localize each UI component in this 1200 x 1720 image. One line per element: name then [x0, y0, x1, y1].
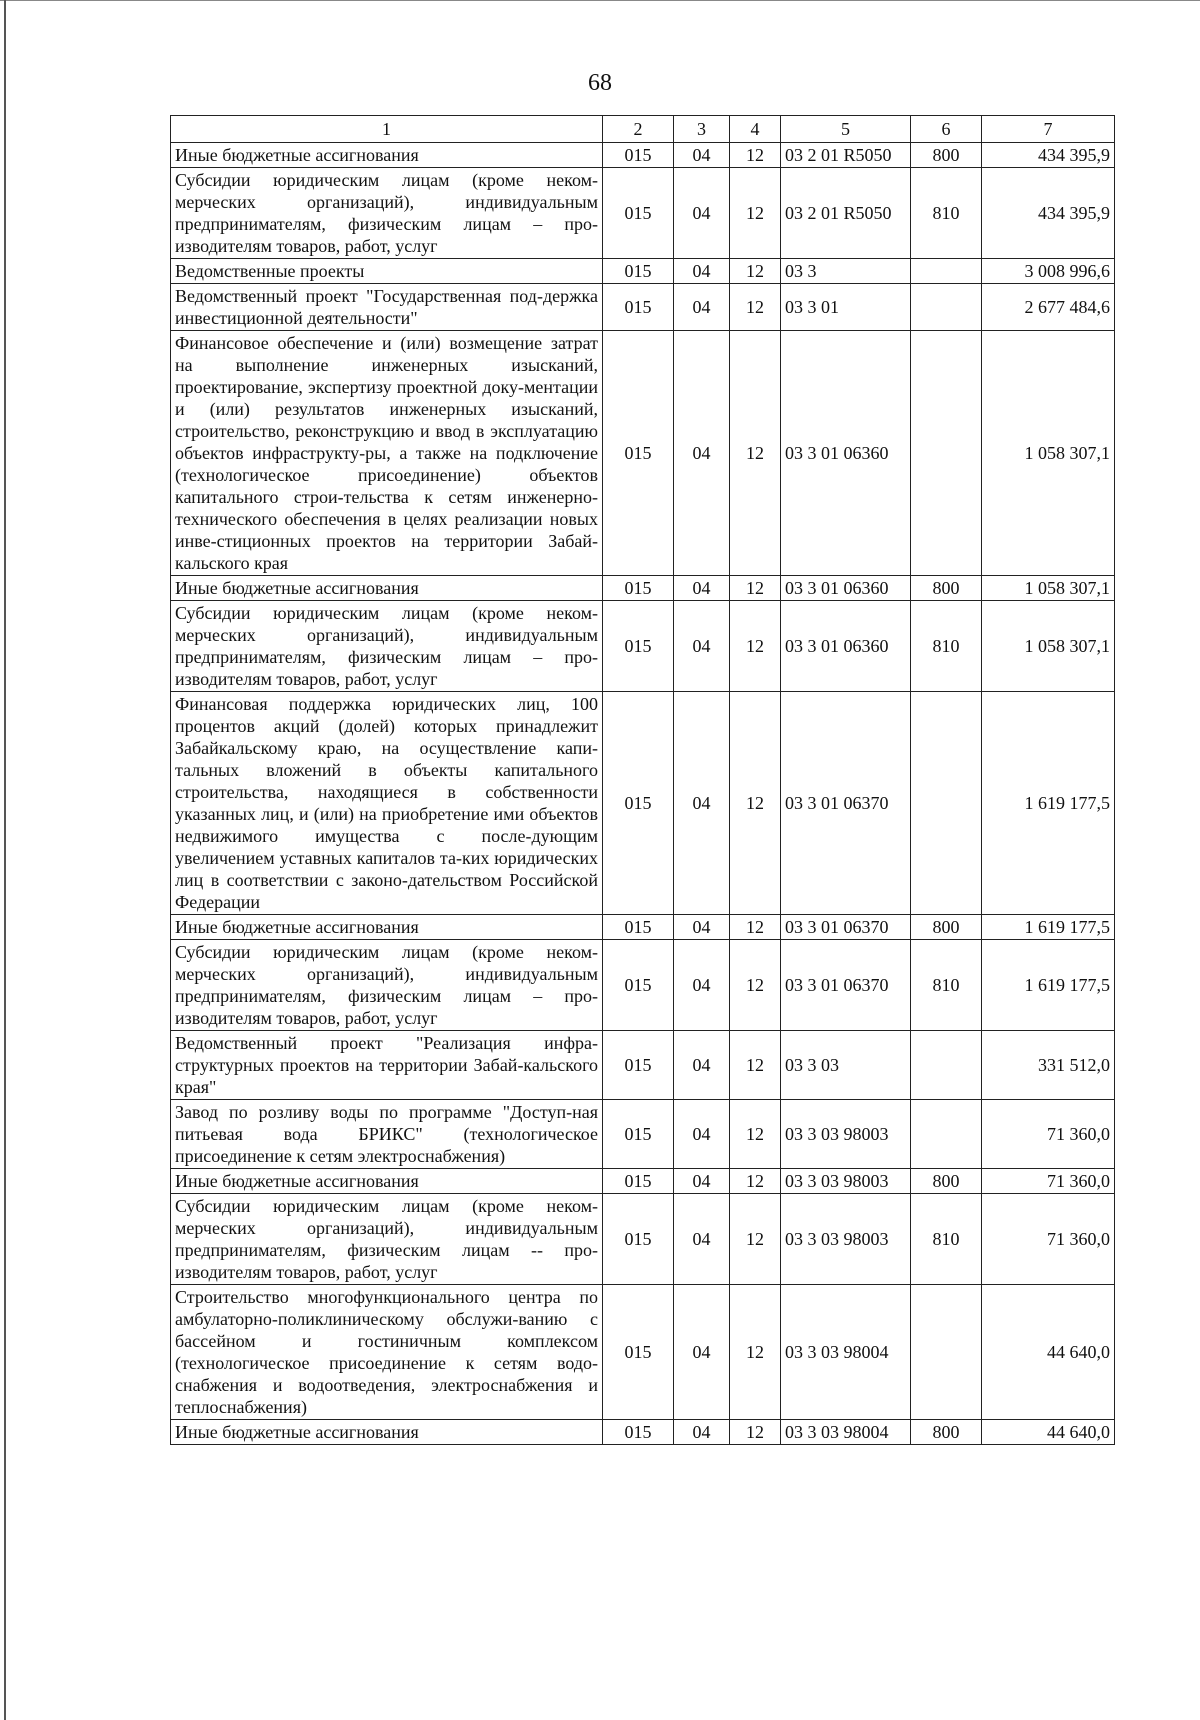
row-section-code: 04: [674, 331, 730, 576]
row-target-item-code: 03 3 01 06370: [781, 915, 911, 940]
row-subsection-code: 12: [730, 259, 781, 284]
col-header-7: 7: [982, 116, 1115, 143]
row-expense-type-code: 800: [911, 576, 982, 601]
row-target-item-code: 03 2 01 R5050: [781, 143, 911, 168]
table-row: [171, 1285, 1115, 1420]
row-subsection-code: 12: [730, 576, 781, 601]
row-subsection-code: 12: [730, 601, 781, 692]
row-amount: 71 360,0: [982, 1100, 1115, 1169]
row-target-item-code: 03 3 03 98003: [781, 1169, 911, 1194]
row-section-code: 04: [674, 692, 730, 915]
row-ministry-code: 015: [603, 692, 674, 915]
header-row: [171, 116, 1115, 143]
row-amount: 1 619 177,5: [982, 940, 1115, 1031]
row-amount: 44 640,0: [982, 1285, 1115, 1420]
col-header-5: 5: [781, 116, 911, 143]
row-target-item-code: 03 3 03 98003: [781, 1194, 911, 1285]
row-ministry-code: 015: [603, 1100, 674, 1169]
row-description: Ведомственный проект "Реализация инфра-структурных проектов на территории Забай-кальского края": [171, 1031, 603, 1100]
row-amount: 44 640,0: [982, 1420, 1115, 1445]
table-row: [171, 168, 1115, 259]
row-subsection-code: 12: [730, 1169, 781, 1194]
row-description: Иные бюджетные ассигнования: [171, 143, 603, 168]
row-expense-type-code: 800: [911, 915, 982, 940]
row-subsection-code: 12: [730, 1100, 781, 1169]
row-amount: 1 619 177,5: [982, 915, 1115, 940]
table-row: [171, 1169, 1115, 1194]
table-row: [171, 1100, 1115, 1169]
row-section-code: 04: [674, 284, 730, 331]
row-amount: 71 360,0: [982, 1169, 1115, 1194]
table-row: [171, 284, 1115, 331]
row-expense-type-code: 800: [911, 143, 982, 168]
table-row: [171, 915, 1115, 940]
scan-edge-top: [0, 0, 1200, 4]
table-row: [171, 692, 1115, 915]
col-header-4: 4: [730, 116, 781, 143]
row-section-code: 04: [674, 576, 730, 601]
row-description: Завод по розливу воды по программе "Доступ-ная питьевая вода БРИКС" (технологическое присоединение к сетям электроснабжения): [171, 1100, 603, 1169]
row-ministry-code: 015: [603, 168, 674, 259]
row-description: Субсидии юридическим лицам (кроме неком-мерческих организаций), индивидуальным предпринимателям, физическим лицам -- про-изводителям товаров, работ, услуг: [171, 1194, 603, 1285]
row-subsection-code: 12: [730, 915, 781, 940]
row-description: Финансовое обеспечение и (или) возмещение затрат на выполнение инженерных изысканий, проектирование, экспертизу проектной доку-ментации и (или) результатов инженерных изысканий, строительство, реконструкцию и ввод в эксплуатацию объектов инфраструкту-ры, а также на подключение (технологическое присоединение) объектов капитального строи-тельства к сетям инженерно-технического обеспечения в целях реализации новых инве-стиционных проектов на территории Забай-кальского края: [171, 331, 603, 576]
row-expense-type-code: [911, 331, 982, 576]
row-target-item-code: 03 3: [781, 259, 911, 284]
row-amount: 1 058 307,1: [982, 601, 1115, 692]
row-subsection-code: 12: [730, 1031, 781, 1100]
row-ministry-code: 015: [603, 1420, 674, 1445]
row-ministry-code: 015: [603, 576, 674, 601]
row-target-item-code: 03 3 03 98004: [781, 1285, 911, 1420]
row-amount: 1 619 177,5: [982, 692, 1115, 915]
row-ministry-code: 015: [603, 1031, 674, 1100]
row-section-code: 04: [674, 1285, 730, 1420]
row-ministry-code: 015: [603, 1285, 674, 1420]
col-header-2: 2: [603, 116, 674, 143]
row-amount: 1 058 307,1: [982, 576, 1115, 601]
col-header-1: 1: [171, 116, 603, 143]
row-section-code: 04: [674, 168, 730, 259]
row-expense-type-code: 810: [911, 601, 982, 692]
scan-edge-left: [4, 0, 6, 1720]
row-subsection-code: 12: [730, 143, 781, 168]
row-ministry-code: 015: [603, 1194, 674, 1285]
row-description: Иные бюджетные ассигнования: [171, 1169, 603, 1194]
col-header-6: 6: [911, 116, 982, 143]
row-section-code: 04: [674, 940, 730, 1031]
row-section-code: 04: [674, 915, 730, 940]
row-description: Иные бюджетные ассигнования: [171, 1420, 603, 1445]
row-subsection-code: 12: [730, 1285, 781, 1420]
row-ministry-code: 015: [603, 331, 674, 576]
row-target-item-code: 03 3 01 06360: [781, 576, 911, 601]
row-amount: 3 008 996,6: [982, 259, 1115, 284]
row-expense-type-code: [911, 259, 982, 284]
row-section-code: 04: [674, 1194, 730, 1285]
row-expense-type-code: [911, 1100, 982, 1169]
row-amount: 434 395,9: [982, 168, 1115, 259]
row-amount: 71 360,0: [982, 1194, 1115, 1285]
row-amount: 331 512,0: [982, 1031, 1115, 1100]
row-description: Субсидии юридическим лицам (кроме неком-мерческих организаций), индивидуальным предпринимателям, физическим лицам – про-изводителям товаров, работ, услуг: [171, 168, 603, 259]
row-description: Иные бюджетные ассигнования: [171, 576, 603, 601]
row-target-item-code: 03 3 03 98003: [781, 1100, 911, 1169]
row-subsection-code: 12: [730, 1194, 781, 1285]
row-description: Финансовая поддержка юридических лиц, 100 процентов акций (долей) которых принадлежит Забайкальскому краю, на осуществление капи-тальных вложений в объекты капитального строительства, находящиеся в собственности указанных лиц, и (или) на приобретение ими объектов недвижимого имущества с после-дующим увеличением уставных капиталов та-ких юридических лиц в соответствии с законо-дательством Российской Федерации: [171, 692, 603, 915]
table-row: [171, 1420, 1115, 1445]
row-expense-type-code: [911, 1285, 982, 1420]
row-target-item-code: 03 3 01 06370: [781, 940, 911, 1031]
row-expense-type-code: 810: [911, 1194, 982, 1285]
row-amount: 434 395,9: [982, 143, 1115, 168]
row-description: Субсидии юридическим лицам (кроме неком-мерческих организаций), индивидуальным предпринимателям, физическим лицам – про-изводителям товаров, работ, услуг: [171, 940, 603, 1031]
table-row: [171, 1194, 1115, 1285]
row-subsection-code: 12: [730, 1420, 781, 1445]
row-ministry-code: 015: [603, 601, 674, 692]
row-ministry-code: 015: [603, 259, 674, 284]
row-target-item-code: 03 3 01: [781, 284, 911, 331]
row-expense-type-code: 800: [911, 1169, 982, 1194]
row-description: Субсидии юридическим лицам (кроме неком-мерческих организаций), индивидуальным предпринимателям, физическим лицам – про-изводителям товаров, работ, услуг: [171, 601, 603, 692]
row-target-item-code: 03 3 01 06360: [781, 331, 911, 576]
row-description: Иные бюджетные ассигнования: [171, 915, 603, 940]
row-expense-type-code: 810: [911, 940, 982, 1031]
row-ministry-code: 015: [603, 1169, 674, 1194]
row-description: Ведомственные проекты: [171, 259, 603, 284]
row-section-code: 04: [674, 601, 730, 692]
row-ministry-code: 015: [603, 915, 674, 940]
table-row: [171, 601, 1115, 692]
row-section-code: 04: [674, 259, 730, 284]
row-target-item-code: 03 3 01 06360: [781, 601, 911, 692]
row-subsection-code: 12: [730, 940, 781, 1031]
budget-table: [170, 115, 1115, 1445]
row-expense-type-code: [911, 1031, 982, 1100]
row-target-item-code: 03 3 03 98004: [781, 1420, 911, 1445]
row-expense-type-code: [911, 692, 982, 915]
row-ministry-code: 015: [603, 940, 674, 1031]
table-row: [171, 1031, 1115, 1100]
row-description: Ведомственный проект "Государственная под-держка инвестиционной деятельности": [171, 284, 603, 331]
row-expense-type-code: [911, 284, 982, 331]
col-header-3: 3: [674, 116, 730, 143]
page-number: 68: [588, 70, 612, 96]
row-subsection-code: 12: [730, 331, 781, 576]
row-ministry-code: 015: [603, 143, 674, 168]
table-row: [171, 576, 1115, 601]
row-section-code: 04: [674, 1031, 730, 1100]
row-description: Строительство многофункционального центра по амбулаторно-поликлиническому обслужи-ванию с бассейном и гостиничным комплексом (технологическое присоединение к сетям водо-снабжения и водоотведения, электроснабжения и теплоснабжения): [171, 1285, 603, 1420]
row-target-item-code: 03 3 03: [781, 1031, 911, 1100]
table-row: [171, 259, 1115, 284]
row-target-item-code: 03 2 01 R5050: [781, 168, 911, 259]
row-subsection-code: 12: [730, 284, 781, 331]
row-expense-type-code: 810: [911, 168, 982, 259]
row-section-code: 04: [674, 1169, 730, 1194]
table-row: [171, 940, 1115, 1031]
table-row: [171, 143, 1115, 168]
table-row: [171, 331, 1115, 576]
row-subsection-code: 12: [730, 168, 781, 259]
row-section-code: 04: [674, 1420, 730, 1445]
row-section-code: 04: [674, 143, 730, 168]
row-section-code: 04: [674, 1100, 730, 1169]
row-subsection-code: 12: [730, 692, 781, 915]
row-target-item-code: 03 3 01 06370: [781, 692, 911, 915]
row-expense-type-code: 800: [911, 1420, 982, 1445]
row-amount: 2 677 484,6: [982, 284, 1115, 331]
row-amount: 1 058 307,1: [982, 331, 1115, 576]
row-ministry-code: 015: [603, 284, 674, 331]
